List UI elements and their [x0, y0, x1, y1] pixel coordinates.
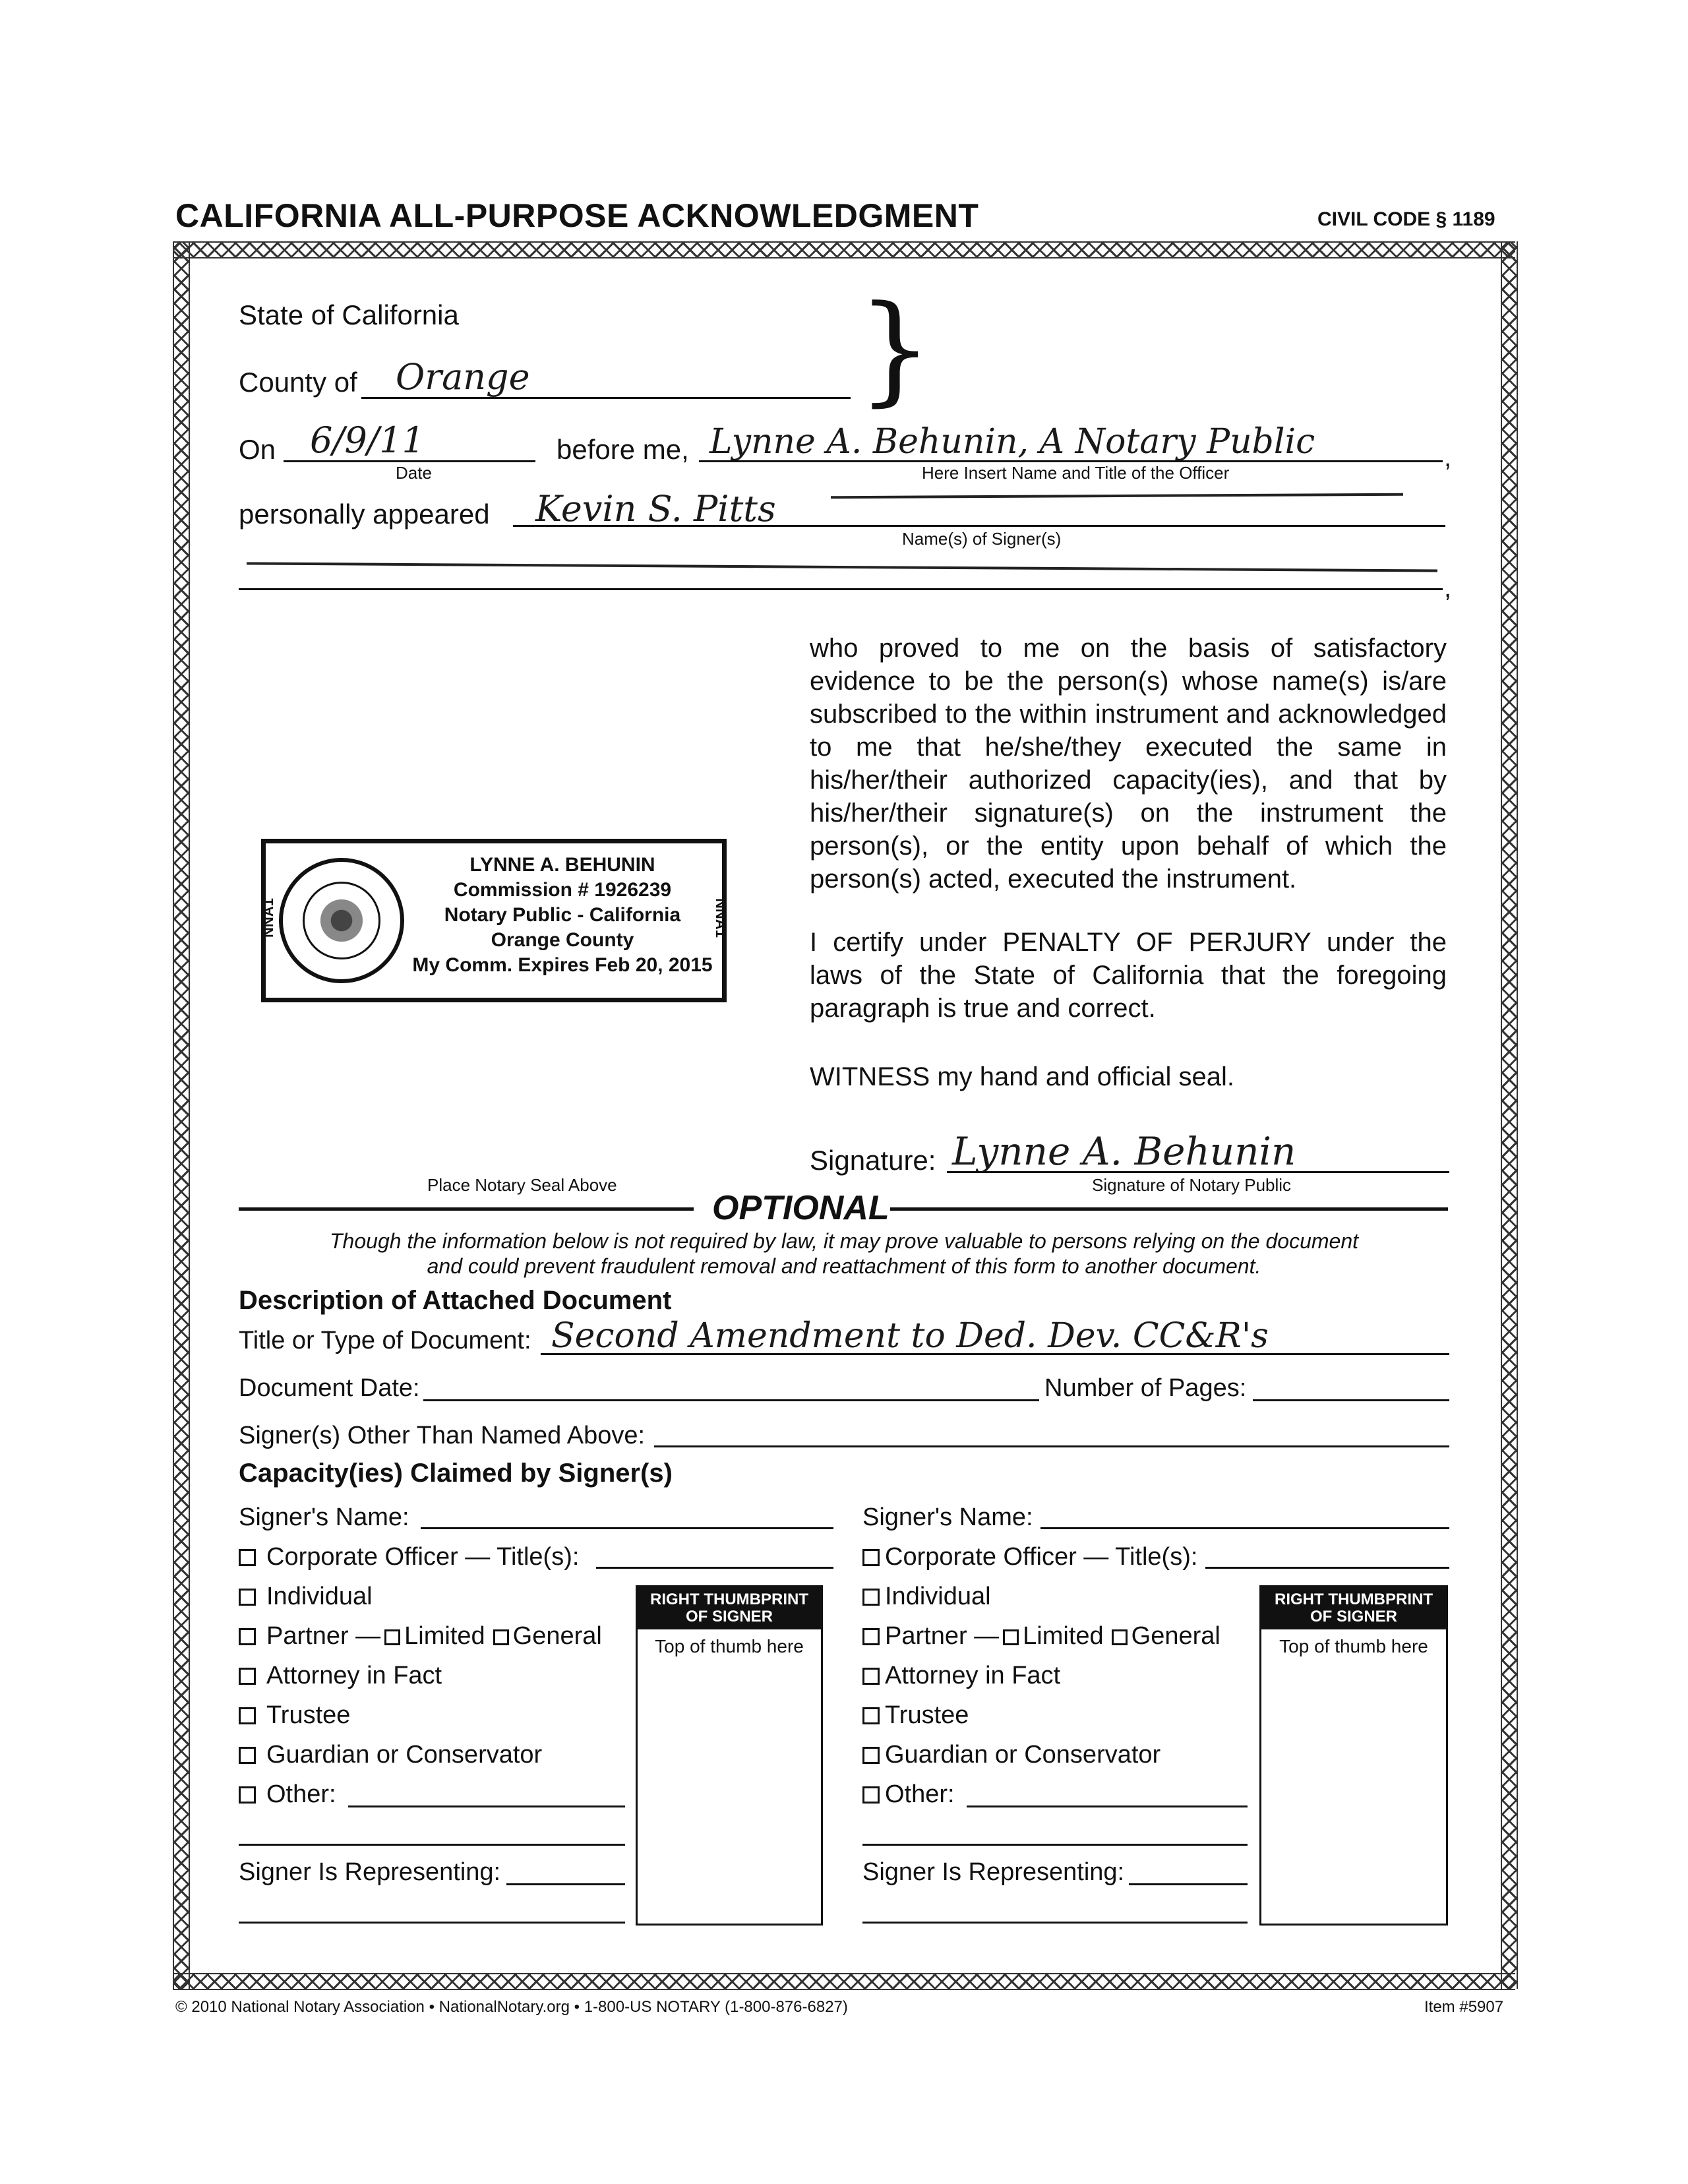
signer2-attorney[interactable] [862, 1662, 1060, 1690]
checkbox[interactable] [239, 1707, 256, 1724]
signer2-corporate[interactable] [862, 1543, 1197, 1571]
signature-caption: Signature of Notary Public [1092, 1175, 1292, 1195]
county-value: Orange [396, 356, 530, 398]
guardian-label: Guardian or Conservator [885, 1741, 1161, 1769]
form-title: CALIFORNIA ALL-PURPOSE ACKNOWLEDGMENT [175, 197, 979, 234]
signer-line-2 [239, 588, 1443, 590]
footer-item-number: Item #5907 [1424, 1998, 1504, 2016]
officer-value: Lynne A. Behunin, A Notary Public [709, 422, 1315, 462]
signer-line [513, 525, 1445, 527]
doc-date-label: Document Date: [239, 1374, 420, 1402]
state-label: State of California [239, 299, 459, 330]
attorney-label: Attorney in Fact [885, 1662, 1061, 1689]
partner-label: Partner — [885, 1622, 1000, 1650]
checkbox[interactable] [239, 1747, 256, 1764]
partner-label: Partner — [266, 1622, 381, 1650]
signer1-representing-line-2 [239, 1922, 625, 1924]
thumb-sub: Top of thumb here [1279, 1636, 1428, 1656]
signer1-other-line-2 [239, 1844, 625, 1846]
checkbox[interactable] [239, 1628, 256, 1645]
trustee-label: Trustee [266, 1701, 351, 1729]
signer1-other[interactable] [239, 1780, 336, 1809]
signer2-representing-label: Signer Is Representing: [862, 1858, 1125, 1886]
signer2-thumbprint-box [1259, 1585, 1448, 1926]
signer1-name-line [421, 1527, 833, 1529]
other-signers-label: Signer(s) Other Than Named Above: [239, 1422, 646, 1449]
signature-line [947, 1171, 1449, 1173]
footer-copyright: © 2010 National Notary Association • NationalNotary.org • 1-800-US NOTARY (1-800-876-6827) [175, 1998, 848, 2016]
seal-title: Notary Public - California [444, 904, 681, 926]
general-label: General [1131, 1622, 1221, 1650]
checkbox[interactable] [862, 1707, 880, 1724]
checkbox[interactable] [862, 1628, 880, 1645]
signer1-other-line [348, 1805, 625, 1807]
optional-note-1: Though the information below is not required by law, it may prove valuable to persons relying on the document [330, 1229, 1358, 1253]
signer1-representing-line [506, 1883, 625, 1885]
seal-name: LYNNE A. BEHUNIN [469, 854, 655, 876]
optional-note-2: and could prevent fraudulent removal and reattachment of this form to another document. [427, 1254, 1261, 1278]
signer1-attorney[interactable] [239, 1662, 442, 1690]
corporate-label: Corporate Officer — Title(s): [885, 1543, 1198, 1571]
limited-checkbox[interactable] [384, 1629, 400, 1645]
signer2-individual[interactable] [862, 1583, 991, 1611]
attached-doc-heading: Description of Attached Document [239, 1286, 672, 1315]
checkbox[interactable] [862, 1747, 880, 1764]
thumb-heading: RIGHT THUMBPRINT OF SIGNER [638, 1587, 821, 1629]
pages-line [1253, 1399, 1449, 1401]
signer1-guardian[interactable] [239, 1741, 542, 1769]
county-line [361, 397, 851, 399]
signer1-representing-label: Signer Is Representing: [239, 1858, 501, 1886]
signer2-representing-line-2 [862, 1922, 1248, 1924]
seal-side-mark-left: NNA1 [259, 898, 276, 938]
general-checkbox[interactable] [1112, 1629, 1128, 1645]
pages-label: Number of Pages: [1044, 1374, 1247, 1402]
attorney-label: Attorney in Fact [266, 1662, 442, 1689]
signer-struck-line [831, 493, 1403, 499]
signer2-other[interactable] [862, 1780, 955, 1809]
seal-commission: Commission # 1926239 [453, 879, 672, 901]
signer1-name-label: Signer's Name: [239, 1503, 409, 1531]
individual-label: Individual [885, 1583, 991, 1610]
date-line [284, 460, 535, 462]
general-label: General [512, 1622, 602, 1650]
signer1-trustee[interactable] [239, 1701, 350, 1730]
signer2-guardian[interactable] [862, 1741, 1160, 1769]
signer2-trustee[interactable] [862, 1701, 969, 1730]
other-signers-line [654, 1445, 1449, 1447]
signer1-title-line [596, 1567, 833, 1569]
signer1-individual[interactable] [239, 1583, 373, 1611]
doc-title-value: Second Amendment to Ded. Dev. CC&R's [551, 1316, 1269, 1356]
checkbox[interactable] [239, 1589, 256, 1606]
corporate-label: Corporate Officer — Title(s): [266, 1543, 580, 1571]
border-right [1501, 241, 1518, 1989]
capacity-heading: Capacity(ies) Claimed by Signer(s) [239, 1459, 673, 1488]
notary-signature: Lynne A. Behunin [952, 1129, 1296, 1174]
optional-heading: OPTIONAL [712, 1189, 889, 1227]
proof-paragraph: who proved to me on the basis of satisfactory evidence to be the person(s) whose name(s) is/are subscribed to the within instrument and acknowledged to me that he/she/they executed the same in his/her/their authorized capacity(ies), and that by his/her/their signature(s) on the instrument the person(s), or the entity upon behalf of which the person(s) acted, executed the instrument. [810, 634, 1447, 894]
seal-expires: My Comm. Expires Feb 20, 2015 [412, 954, 713, 976]
border-bottom [173, 1973, 1515, 1990]
checkbox[interactable] [239, 1668, 256, 1685]
guardian-label: Guardian or Conservator [266, 1741, 543, 1769]
perjury-paragraph: I certify under PENALTY OF PERJURY under the laws of the State of California that the foregoing paragraph is true and correct. [810, 928, 1447, 1023]
optional-rule-right [890, 1207, 1448, 1211]
doc-title-label: Title or Type of Document: [239, 1327, 531, 1354]
checkbox[interactable] [862, 1668, 880, 1685]
checkbox[interactable] [862, 1786, 880, 1804]
checkbox[interactable] [239, 1549, 256, 1566]
trustee-label: Trustee [885, 1701, 969, 1729]
signer2-title-line [1205, 1567, 1449, 1569]
signer-struck-line-2 [247, 562, 1437, 572]
signer1-thumbprint-box [636, 1585, 823, 1926]
signer2-other-line [967, 1805, 1248, 1807]
notary-seal [261, 839, 727, 1002]
signer2-name-line [1040, 1527, 1449, 1529]
before-me-label: before me, [557, 434, 689, 465]
civil-code: CIVIL CODE § 1189 [1317, 208, 1495, 230]
witness-line: WITNESS my hand and official seal. [810, 1062, 1234, 1091]
checkbox[interactable] [862, 1589, 880, 1606]
doc-title-line [541, 1353, 1449, 1355]
limited-label: Limited [1023, 1622, 1104, 1650]
signer2-representing-line [1129, 1883, 1248, 1885]
seal-caption: Place Notary Seal Above [427, 1175, 617, 1195]
officer-comma: , [1444, 443, 1452, 472]
doc-date-line [423, 1399, 1039, 1401]
seal-side-mark-right: NNA1 [712, 898, 729, 938]
signer1-corporate[interactable] [239, 1543, 579, 1571]
seal-county: Orange County [491, 929, 634, 951]
date-value: 6/9/11 [310, 419, 425, 461]
officer-caption: Here Insert Name and Title of the Officer [922, 463, 1230, 483]
signer-comma: , [1444, 574, 1452, 603]
on-label: On [239, 434, 276, 465]
date-caption: Date [396, 463, 432, 483]
other-label: Other: [266, 1780, 336, 1808]
signer2-name-label: Signer's Name: [862, 1503, 1033, 1531]
checkbox[interactable] [239, 1786, 256, 1804]
checkbox[interactable] [862, 1549, 880, 1566]
venue-brace: } [857, 280, 933, 418]
thumb-heading: RIGHT THUMBPRINT OF SIGNER [1261, 1587, 1446, 1629]
limited-checkbox[interactable] [1003, 1629, 1019, 1645]
county-label: County of [239, 367, 357, 398]
thumb-sub: Top of thumb here [655, 1636, 804, 1656]
individual-label: Individual [266, 1583, 373, 1610]
optional-rule-left [239, 1207, 694, 1211]
officer-line [699, 460, 1443, 462]
signer-value: Kevin S. Pitts [535, 488, 776, 530]
general-checkbox[interactable] [493, 1629, 509, 1645]
personally-label: personally appeared [239, 499, 490, 530]
other-label: Other: [885, 1780, 955, 1808]
signer-caption: Name(s) of Signer(s) [902, 529, 1062, 549]
border-left [173, 241, 190, 1989]
border-top [173, 241, 1515, 258]
signature-label: Signature: [810, 1145, 936, 1176]
signer1-partner[interactable] [239, 1622, 602, 1651]
limited-label: Limited [404, 1622, 485, 1650]
signer2-partner[interactable] [862, 1622, 1221, 1651]
signer2-other-line-2 [862, 1844, 1248, 1846]
seal-emblem [279, 858, 404, 983]
